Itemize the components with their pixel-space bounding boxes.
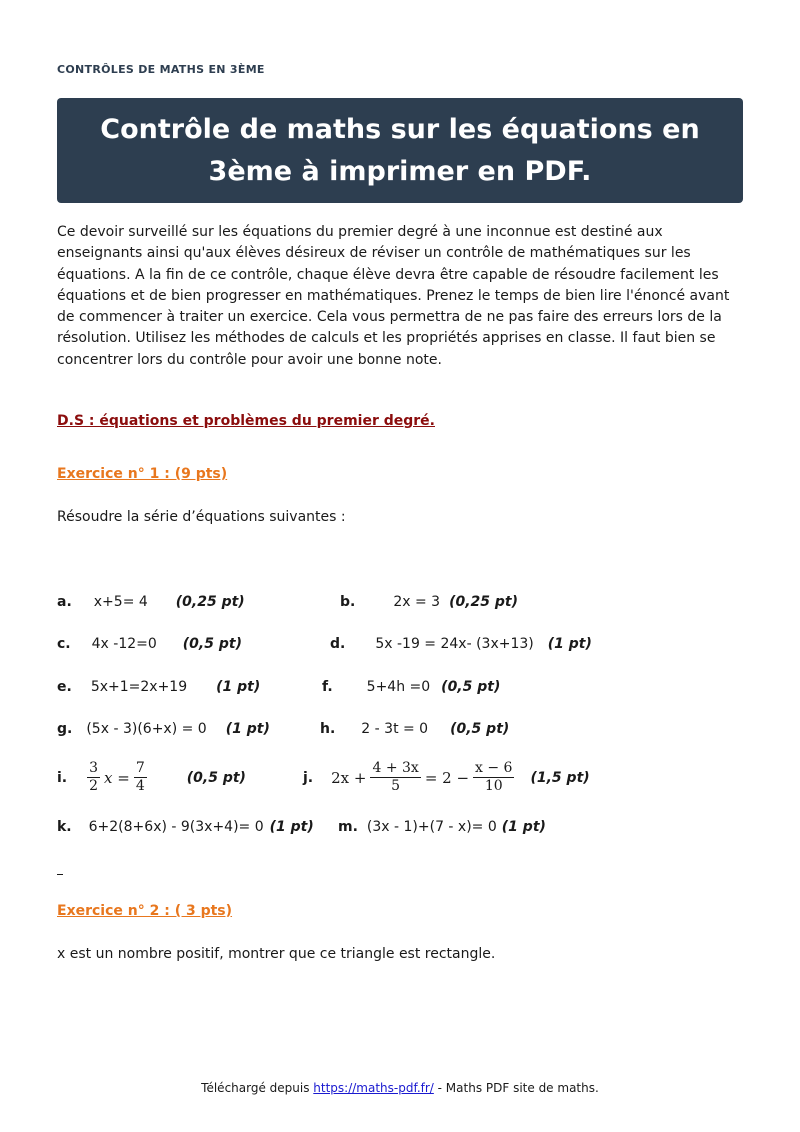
equation-text: 5+4h =0	[366, 679, 431, 695]
fraction-denominator: 10	[484, 778, 503, 794]
page-title: Contrôle de maths sur les équations en 3ème à imprimer en PDF.	[100, 113, 700, 187]
equation-label: e.	[57, 679, 72, 695]
equation-k	[57, 819, 314, 835]
fraction	[87, 760, 100, 795]
equation-d	[330, 636, 592, 652]
equation-middle: = 2 −	[424, 768, 470, 787]
equation-m	[338, 819, 546, 835]
equation-points: (0,5 pt)	[441, 679, 501, 695]
equation-label: a.	[57, 594, 72, 610]
equation-points: (1 pt)	[269, 819, 314, 835]
equation-j	[303, 760, 590, 795]
equation-text: 2x = 3	[393, 594, 441, 610]
equation-label: m.	[338, 819, 358, 835]
equation-label: j.	[303, 769, 314, 786]
equation-points: (0,5 pt)	[186, 769, 246, 786]
small-dash	[57, 874, 63, 875]
equation-points: (0,5 pt)	[450, 721, 510, 737]
fraction	[370, 760, 420, 795]
equation-label: f.	[322, 679, 333, 695]
equation-text: (5x - 3)(6+x) = 0	[86, 721, 207, 737]
equation-a	[57, 594, 245, 610]
equation-g	[57, 721, 270, 737]
equation-text: x+5= 4	[93, 594, 148, 610]
exercise-2-statement: x est un nombre positif, montrer que ce triangle est rectangle.	[57, 946, 496, 962]
equation-lead: 2x +	[331, 768, 367, 787]
equation-label: d.	[330, 636, 346, 652]
footer-suffix: - Maths PDF site de maths.	[433, 1081, 599, 1095]
intro-paragraph: Ce devoir surveillé sur les équations du premier degré à une inconnue est destiné aux enseignants ainsi qu'aux élèves désireux de réviser un contrôle de mathématiques sur les équations. A la fin de ce contrôle, chaque élève devra être capable de résoudre facilement les équations et de bien progresser en mathématiques. Prenez le temps de bien lire l'énoncé avant de commencer à traiter un exercice. Cela vous permettra de ne pas faire des erreurs lors de la résolution. Utilisez les méthodes de calculs et les propriétés apprises en classe. Il faut bien se concentrer lors du contrôle pour avoir une bonne note.	[57, 224, 730, 368]
equation-text: 6+2(8+6x) - 9(3x+4)= 0	[88, 819, 264, 835]
fraction-denominator: 4	[135, 778, 145, 794]
equation-middle: x =	[104, 768, 130, 787]
footer	[0, 1081, 800, 1095]
fraction-denominator: 5	[391, 778, 401, 794]
ds-title: D.S : équations et problèmes du premier degré.	[57, 413, 435, 429]
equation-points: (1 pt)	[225, 721, 270, 737]
equation-label: k.	[57, 819, 72, 835]
equation-points: (1 pt)	[216, 679, 261, 695]
equation-b	[340, 594, 518, 610]
exercise-2-title: Exercice n° 2 : ( 3 pts)	[57, 903, 233, 919]
equation-text: (3x - 1)+(7 - x)= 0	[366, 819, 497, 835]
exercise-1-title: Exercice n° 1 : (9 pts)	[57, 466, 228, 482]
title-banner	[57, 98, 743, 203]
equation-points: (0,25 pt)	[449, 594, 519, 610]
equation-label: i.	[57, 769, 68, 786]
exercise-1-instruction: Résoudre la série d’équations suivantes :	[57, 509, 346, 525]
equation-h	[320, 721, 509, 737]
footer-prefix: Téléchargé depuis	[201, 1081, 314, 1095]
equation-i	[57, 760, 246, 795]
category-label: CONTRÔLES DE MATHS EN 3ÈME	[57, 63, 265, 76]
equation-label: c.	[57, 636, 71, 652]
fraction-denominator: 2	[89, 778, 99, 794]
equation-points: (0,25 pt)	[175, 594, 245, 610]
equation-points: (1 pt)	[501, 819, 546, 835]
equation-text: 5x+1=2x+19	[90, 679, 188, 695]
fraction-numerator: 3	[89, 760, 99, 776]
fraction-numerator: 7	[135, 760, 145, 776]
fraction	[134, 760, 147, 795]
equation-e	[57, 679, 260, 695]
equation-f	[322, 679, 500, 695]
equation-points: (1 pt)	[547, 636, 592, 652]
equation-text: 2 - 3t = 0	[361, 721, 429, 737]
equation-points: (0,5 pt)	[182, 636, 242, 652]
equation-label: g.	[57, 721, 73, 737]
equation-text: 5x -19 = 24x- (3x+13)	[375, 636, 534, 652]
fraction-numerator: x − 6	[475, 760, 513, 776]
equation-points: (1,5 pt)	[530, 769, 590, 786]
fraction	[473, 760, 514, 795]
fraction-numerator: 4 + 3x	[372, 760, 419, 776]
equation-text: 4x -12=0	[91, 636, 157, 652]
equation-c	[57, 636, 242, 652]
equation-label: b.	[340, 594, 356, 610]
equation-label: h.	[320, 721, 336, 737]
footer-link[interactable]: https://maths-pdf.fr/	[313, 1081, 434, 1095]
